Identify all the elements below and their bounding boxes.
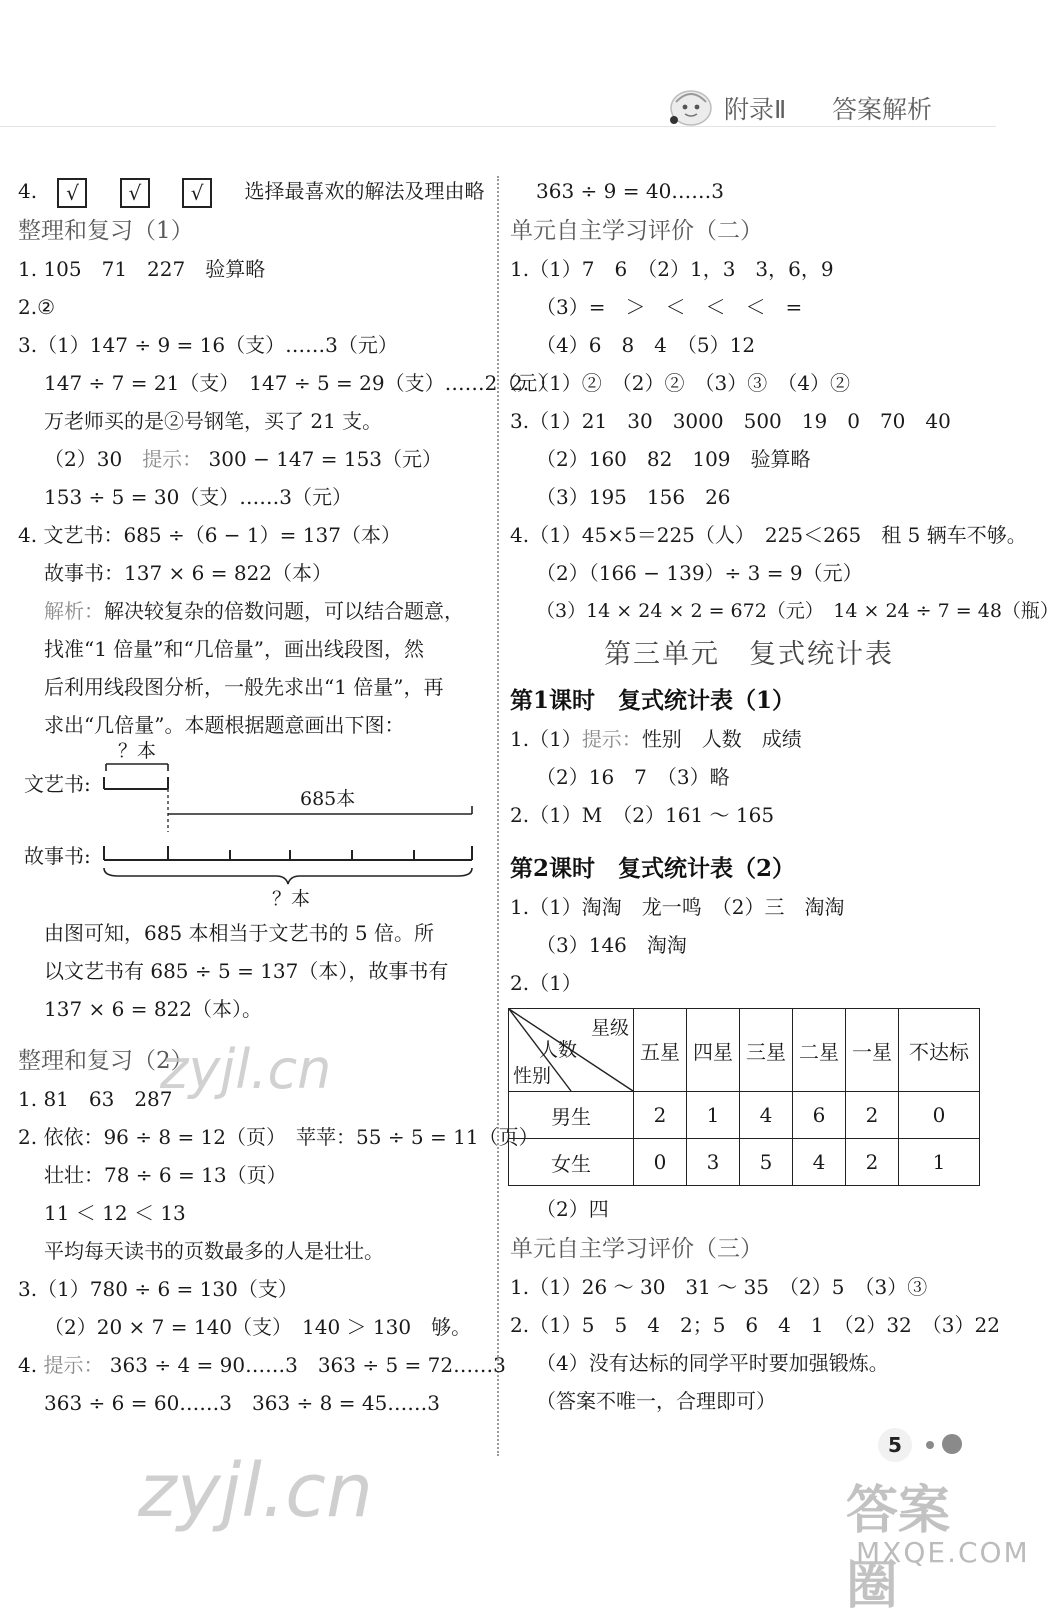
answer-line: 3.（1）21 30 3000 500 19 0 70 40 <box>510 409 951 433</box>
appendix-label: 附录Ⅱ <box>724 95 787 124</box>
check-box-2: √ <box>120 178 150 208</box>
answer-line: （3）14 × 24 × 2 = 672（元） 14 × 24 ÷ 7 = 48（瓶） <box>536 600 1059 622</box>
decorative-dot-small <box>926 1441 934 1449</box>
table-row <box>509 1092 980 1139</box>
hint-label: 提示： <box>142 447 203 471</box>
table-cell: 3 <box>687 1139 740 1186</box>
answer-number: 4. <box>18 1353 44 1377</box>
answer-line: 2.（1）5 5 4 2；5 6 4 1 （2）32 （3）22 <box>510 1313 1000 1337</box>
answer-line: 2.（1）② （2）② （3）③ （4）② <box>510 371 850 395</box>
answer-line: 2.（1）M （2）161 ～ 165 <box>510 803 775 827</box>
right-column <box>510 172 1059 1420</box>
table-header-cell: 四星 <box>687 1009 740 1092</box>
table-row-label: 男生 <box>509 1092 634 1139</box>
answer-line: 3.（1）147 ÷ 9 = 16（支）……3（元） <box>18 333 398 357</box>
answer-line: 万老师买的是②号钢笔，买了 21 支。 <box>44 409 383 433</box>
answer-line: （2）四 <box>536 1197 609 1221</box>
answer-line: 137 × 6 = 822（本）。 <box>44 997 263 1021</box>
table-cell: 0 <box>634 1139 687 1186</box>
answer-line: 4.（1）45×5＝225（人） 225＜265 租 5 辆车不够。 <box>510 523 1027 547</box>
section-title-eval2: 单元自主学习评价（二） <box>510 218 763 244</box>
table-header-cell: 不达标 <box>899 1009 980 1092</box>
table-header-cell: 一星 <box>846 1009 899 1092</box>
corner-label-count: 人数 <box>539 1039 578 1061</box>
q4-text: 选择最喜欢的解法及理由略 <box>244 179 485 203</box>
answer-line: 以文艺书有 685 ÷ 5 = 137（本），故事书有 <box>44 959 449 983</box>
diagram-label-wenyi: 文艺书: <box>24 772 91 796</box>
analysis-line: 后利用线段图分析，一般先求出“1 倍量”，再 <box>44 675 444 699</box>
answer-line: 153 ÷ 5 = 30（支）……3（元） <box>44 485 353 509</box>
answer-line: （4）6 8 4 （5）12 <box>536 333 756 357</box>
answer-line: （2）（166 − 139）÷ 3 = 9（元） <box>536 561 863 585</box>
corner-label-star: 星级 <box>590 1017 629 1039</box>
analysis-line <box>18 592 488 630</box>
decorative-dot-large <box>942 1434 962 1454</box>
table-cell: 0 <box>899 1092 980 1139</box>
answer-line <box>18 440 488 478</box>
analysis-line: 找准“1 倍量”和“几倍量”，画出线段图，然 <box>44 637 424 661</box>
table-cell: 6 <box>793 1092 846 1139</box>
line-segment-diagram <box>18 740 488 914</box>
section-title-review1: 整理和复习（1） <box>18 218 194 244</box>
answer-line: 147 ÷ 7 = 21（支） 147 ÷ 5 = 29（支）……2（元） <box>44 371 558 395</box>
section-title-review2: 整理和复习（2） <box>18 1048 194 1074</box>
answer-text: 性别 人数 成绩 <box>641 727 802 751</box>
answer-line: 11 ＜ 12 ＜ 13 <box>44 1201 186 1225</box>
answer-text: 363 ÷ 4 = 90……3 363 ÷ 5 = 72……3 <box>103 1353 506 1377</box>
header-rule <box>0 126 996 127</box>
answer-text: （2）30 <box>44 447 143 471</box>
answer-line <box>18 1346 506 1384</box>
unit-title: 第三单元 复式统计表 <box>604 639 894 670</box>
answer-line <box>510 720 988 758</box>
watermark-text: zyjl.cn <box>160 1038 332 1101</box>
diagram-label-685: 685本 <box>300 788 356 810</box>
table-cell: 2 <box>846 1092 899 1139</box>
table-corner-cell <box>509 1009 634 1092</box>
statistics-table <box>508 1008 980 1186</box>
table-cell: 1 <box>687 1092 740 1139</box>
table-cell: 5 <box>740 1139 793 1186</box>
answer-line: 故事书：137 × 6 = 822（本） <box>44 561 333 585</box>
check-box-3: √ <box>182 178 212 208</box>
answer-line: （4）没有达标的同学平时要加强锻炼。 <box>536 1351 889 1375</box>
answer-line: 1. 81 63 287 <box>18 1087 173 1111</box>
table-row <box>509 1139 980 1186</box>
diagram-label-q-top: ？本 <box>118 740 157 762</box>
table-header-cell: 二星 <box>793 1009 846 1092</box>
answer-line: （2）20 × 7 = 140（支） 140 ＞ 130 够。 <box>44 1315 472 1339</box>
analysis-text: 解决较复杂的倍数问题，可以结合题意， <box>104 599 464 623</box>
answer-line: 1.（1）7 6 （2）1，3 3，6，9 <box>510 257 834 281</box>
table-header-cell: 三星 <box>740 1009 793 1092</box>
table-header-cell: 五星 <box>634 1009 687 1092</box>
hint-label: 提示： <box>581 727 642 751</box>
answer-line: （3）195 156 26 <box>536 485 731 509</box>
table-cell: 2 <box>634 1092 687 1139</box>
corner-label-gender: 性别 <box>513 1065 552 1087</box>
answer-line: （答案不唯一，合理即可） <box>536 1389 776 1413</box>
answer-line: 1. 105 71 227 验算略 <box>18 257 266 281</box>
answer-line: 363 ÷ 6 = 60……3 363 ÷ 8 = 45……3 <box>44 1391 441 1415</box>
table-cell: 4 <box>740 1092 793 1139</box>
answer-line: 壮壮：78 ÷ 6 = 13（页） <box>44 1163 287 1187</box>
diagram-label-gushi: 故事书: <box>24 844 91 868</box>
answer-text: 1.（1） <box>510 727 582 751</box>
answer-line: （3）= ＞ ＜ ＜ ＜ = <box>536 295 803 319</box>
answer-line: （2）160 82 109 验算略 <box>536 447 811 471</box>
table-cell: 1 <box>899 1139 980 1186</box>
analysis-label: 解析： <box>44 599 104 623</box>
answer-line: 由图可知，685 本相当于文艺书的 5 倍。所 <box>44 921 434 945</box>
answer-line: （3）146 淘淘 <box>536 933 687 957</box>
answer-line: 4. 文艺书：685 ÷（6 − 1）= 137（本） <box>18 523 401 547</box>
answer-line: 363 ÷ 9 = 40……3 <box>536 179 725 203</box>
header-title: 答案解析 <box>832 95 933 124</box>
table-cell: 2 <box>846 1139 899 1186</box>
answer-line: 1.（1）26 ～ 30 31 ～ 35 （2）5 （3）③ <box>510 1275 928 1299</box>
mascot-logo-icon <box>666 82 716 128</box>
answer-line: 平均每天读书的页数最多的人是壮壮。 <box>44 1239 384 1263</box>
section-title-eval3: 单元自主学习评价（三） <box>510 1236 763 1262</box>
analysis-line: 求出“几倍量”。本题根据题意画出下图： <box>44 713 405 737</box>
check-box-1: √ <box>57 178 87 208</box>
lesson-title-1: 第1课时 复式统计表（1） <box>510 687 796 714</box>
answer-line: 2. 依依：96 ÷ 8 = 12（页） 苹苹：55 ÷ 5 = 11（页） <box>18 1125 539 1149</box>
page-number: 5 <box>878 1428 912 1462</box>
table-row-label: 女生 <box>509 1139 634 1186</box>
q4-number: 4. <box>18 179 38 203</box>
answer-line: 3.（1）780 ÷ 6 = 130（支） <box>18 1277 298 1301</box>
table-header-row <box>509 1009 980 1092</box>
q4-line <box>18 172 488 210</box>
table-cell: 4 <box>793 1139 846 1186</box>
watermark-url: MXQE.COM <box>856 1536 1030 1569</box>
answer-line: 2.（1） <box>510 971 582 995</box>
lesson-title-2: 第2课时 复式统计表（2） <box>510 855 796 882</box>
hint-label: 提示： <box>43 1353 104 1377</box>
answer-line: 1.（1）淘淘 龙一鸣 （2）三 淘淘 <box>510 895 845 919</box>
answer-text: 300 − 147 = 153（元） <box>202 447 443 471</box>
watermark-text: zyjl.cn <box>138 1448 373 1534</box>
diagram-label-q-bottom: ？本 <box>272 888 311 910</box>
answer-line: （2）16 7 （3）略 <box>536 765 730 789</box>
watermark-logo: 答案圈 <box>846 1481 951 1616</box>
answer-line: 2.② <box>18 295 56 319</box>
